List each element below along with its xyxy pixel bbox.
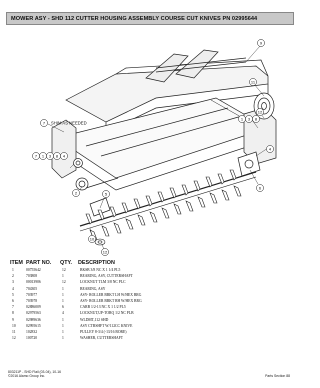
description-cell: BEARING, ASY, CUTTERSHAFT <box>80 274 133 279</box>
table-header <box>10 259 280 267</box>
part-no-cell: 02979563 <box>26 311 41 316</box>
description-cell: WLDMT,112 SHD <box>80 317 109 322</box>
svg-text:1: 1 <box>41 153 45 159</box>
description-cell: ASY- ROLLER BRKT LH W/HEX BRG <box>80 292 142 297</box>
part-no-cell: 704305 <box>26 286 38 291</box>
description-cell: PULLEY 8-3/4 (-13/16 BORE) <box>80 329 127 334</box>
callout-6 <box>256 184 263 191</box>
item-cell: 3 <box>12 280 14 285</box>
svg-text:1: 1 <box>240 116 244 122</box>
description-cell: LOCKNUT TLM 3/8 NC PLC <box>80 280 126 285</box>
qty-cell: 12 <box>62 280 66 285</box>
qty-cell: 1 <box>62 292 64 297</box>
item-cell: 8 <box>12 311 14 316</box>
callout-12-bottom <box>101 248 108 255</box>
svg-text:11: 11 <box>250 79 256 85</box>
callout-4 <box>266 145 273 152</box>
item-cell: 5 <box>12 292 14 297</box>
footer-doc-id: 803211P - SHD Flail (03-04), 10-16 <box>8 370 62 374</box>
svg-text:12: 12 <box>257 109 263 115</box>
item-cell: 4 <box>12 286 14 291</box>
callout-group-right-1-3-8 <box>238 115 259 122</box>
qty-cell: 1 <box>62 298 64 303</box>
footer-copyright: ©2016 Alamo Group Inc. <box>8 374 46 379</box>
item-cell: 12 <box>12 336 16 341</box>
part-no-cell: 102832 <box>26 329 38 334</box>
part-no-cell: 703977 <box>26 292 38 297</box>
part-no-cell: 02886009 <box>26 305 41 310</box>
svg-text:8: 8 <box>55 153 59 159</box>
item-cell: 1 <box>12 268 14 272</box>
description-cell: CARB 1/2-13 NC X 1 1/2 PL5 <box>80 305 126 310</box>
svg-text:10: 10 <box>89 236 95 242</box>
item-cell: 7 <box>12 305 14 310</box>
svg-text:7: 7 <box>42 120 46 126</box>
qty-cell: 1 <box>62 317 64 322</box>
description-cell: ASY CTRSHFT W/112CC KNIVE <box>80 323 133 328</box>
svg-text:7: 7 <box>34 153 38 159</box>
qty-cell: 1 <box>62 336 64 341</box>
svg-text:4: 4 <box>62 153 66 159</box>
svg-text:6: 6 <box>258 185 262 191</box>
qty-cell: 12 <box>62 268 66 272</box>
svg-text:3: 3 <box>48 153 52 159</box>
parts-table <box>10 259 280 341</box>
qty-cell: 6 <box>62 305 64 310</box>
qty-cell: 1 <box>62 286 64 291</box>
svg-text:4: 4 <box>268 146 272 152</box>
item-cell: 9 <box>12 317 14 322</box>
callout-group-left <box>32 152 67 159</box>
qty-cell: 1 <box>62 274 64 279</box>
callout-9 <box>257 39 264 46</box>
callout-2 <box>72 189 79 196</box>
footer-page-number: Parts Section 88 <box>265 374 290 378</box>
callout-5 <box>102 190 109 197</box>
svg-text:2: 2 <box>74 190 78 196</box>
callout-10 <box>88 235 95 242</box>
part-no-cell: 00013906 <box>26 280 41 285</box>
part-no-cell: 703978 <box>26 298 38 303</box>
exploded-parts-diagram <box>6 28 294 256</box>
item-cell: 10 <box>12 323 16 328</box>
header-part-no: PART NO. <box>26 260 52 266</box>
svg-text:12: 12 <box>102 249 108 255</box>
item-cell: 6 <box>12 298 14 303</box>
description-cell: WASHER, CUTTERSHAFT <box>80 336 124 341</box>
qty-cell: 1 <box>62 323 64 328</box>
footer-doc-info <box>8 370 61 379</box>
part-no-cell: 00755642 <box>26 268 41 272</box>
page-title: MOWER ASY - SHD 112 CUTTER HOUSING ASSEMBLY COURSE CUT KNIVES PN 02995644 <box>6 12 294 25</box>
qty-cell: 1 <box>62 329 64 334</box>
header-qty: QTY. <box>60 260 72 266</box>
description-cell: LOCKNUT,UP-TORQ 1/2 NC PLB <box>80 311 134 316</box>
svg-text:3: 3 <box>247 116 251 122</box>
header-description: DESCRIPTION <box>78 260 115 266</box>
part-no-cell: 02995615 <box>26 323 41 328</box>
description-cell: BKSB 3/8 NC X 1 1/4 PL5 <box>80 268 121 272</box>
part-no-cell: 100720 <box>26 336 38 341</box>
part-no-cell: 703808 <box>26 274 38 279</box>
description-cell: BEARING, ASY <box>80 286 106 291</box>
part-no-cell: 02989636 <box>26 317 41 322</box>
qty-cell: 4 <box>62 311 64 316</box>
svg-text:5: 5 <box>104 191 108 197</box>
svg-text:8: 8 <box>254 116 258 122</box>
callout-12 <box>256 108 263 115</box>
item-cell: 2 <box>12 274 14 279</box>
callout-11 <box>249 78 256 85</box>
header-item: ITEM <box>10 260 23 266</box>
item-cell: 11 <box>12 329 16 334</box>
description-cell: ASY- ROLLER BRKT RH W/HEX BRG <box>80 298 142 303</box>
shim-note <box>40 119 86 126</box>
svg-text:SHIM AS NEEDED: SHIM AS NEEDED <box>51 120 87 126</box>
svg-text:9: 9 <box>259 40 263 46</box>
table-row <box>10 335 280 341</box>
